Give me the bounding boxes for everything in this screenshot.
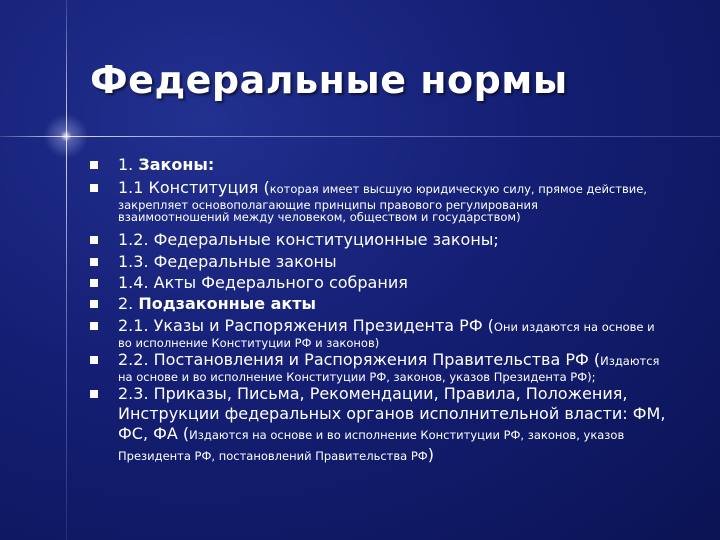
slide-title: Федеральные нормы xyxy=(90,58,568,102)
list-item: 1. Законы: xyxy=(118,155,215,174)
list-item: 1.1 Конституция (которая имеет высшую юридическую силу, прямое действие, закрепляет основополагающие принципы правового регулирования взаимоотношений между человеком, обществом и государством) xyxy=(118,178,647,224)
list-item: 2.3. Приказы, Письма, Рекомендации, Правила, Положения, Инструкции федеральных органов исполнительной власти: ФМ, ФС, ФА (Издаются на основе и во исполнение Конституции РФ, законов, указов Президента РФ, постановлений Правительства РФ) xyxy=(118,384,666,464)
bullet-square-icon xyxy=(90,322,98,330)
list-item: 1.2. Федеральные конституционные законы; xyxy=(118,230,499,249)
list-item: 2.1. Указы и Распоряжения Президента РФ (Они издаются на основе и во исполнение Конституции РФ и законов) xyxy=(118,316,655,350)
bullet-square-icon xyxy=(90,161,98,169)
bullet-square-icon xyxy=(90,390,98,398)
bullet-square-icon xyxy=(90,356,98,364)
bullet-square-icon xyxy=(90,184,98,192)
bullet-square-icon xyxy=(90,279,98,287)
list-item: 2. Подзаконные акты xyxy=(118,294,317,313)
bullet-square-icon xyxy=(90,300,98,308)
list-item: 1.4. Акты Федерального собрания xyxy=(118,273,408,292)
bullet-square-icon xyxy=(90,258,98,266)
bullet-square-icon xyxy=(90,236,98,244)
list-item: 2.2. Постановления и Распоряжения Правительства РФ (Издаются на основе и во исполнение Конституции РФ, законов, указов Президента РФ); xyxy=(118,350,660,384)
list-item: 1.3. Федеральные законы xyxy=(118,252,337,271)
